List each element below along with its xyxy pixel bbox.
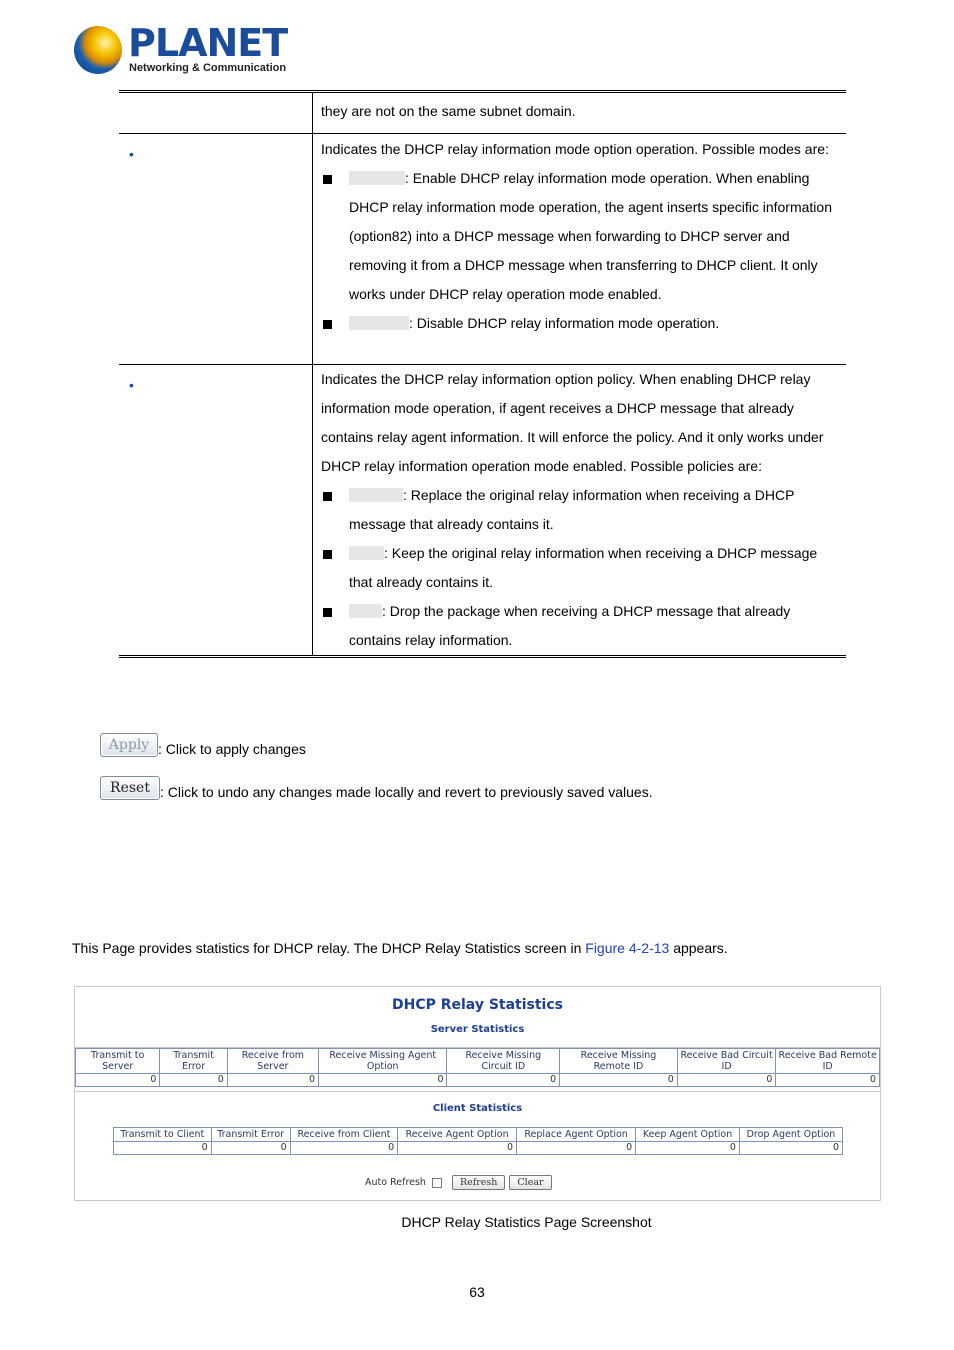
table-row	[76, 1074, 880, 1087]
intro-paragraph	[72, 940, 728, 956]
list-item	[321, 164, 838, 309]
row-desc: Indicates the DHCP relay information mode option operation. Possible modes are:	[321, 141, 829, 157]
intro-text: This Page provides statistics for DHCP relay. The DHCP Relay Statistics screen in	[72, 940, 586, 956]
stat-value: 0	[677, 1074, 776, 1087]
stat-value: 0	[227, 1074, 318, 1087]
column-header: Replace Agent Option	[516, 1128, 635, 1142]
column-header: Keep Agent Option	[636, 1128, 740, 1142]
column-header: Drop Agent Option	[739, 1128, 842, 1142]
list-item-text: : Drop the package when receiving a DHCP message that already contains relay information.	[349, 603, 791, 648]
stat-value: 0	[636, 1142, 740, 1155]
dhcp-relay-statistics-screenshot	[74, 986, 881, 1201]
column-header: Transmit Error	[160, 1049, 227, 1074]
table-row	[119, 134, 846, 365]
figure-link[interactable]: Figure 4-2-13	[585, 940, 670, 956]
server-statistics-heading: Server Statistics	[430, 1024, 525, 1035]
column-header: Transmit to Client	[114, 1128, 212, 1142]
square-bullet-icon	[323, 320, 332, 329]
column-header: Transmit Error	[211, 1128, 290, 1142]
screenshot-title: DHCP Relay Statistics	[391, 997, 563, 1013]
list-item	[321, 597, 838, 655]
row-desc-cell	[313, 134, 846, 364]
clear-button[interactable]: Clear	[509, 1175, 551, 1190]
list-item	[321, 309, 838, 338]
server-header-row	[76, 1049, 880, 1074]
column-header: Transmit to Server	[76, 1049, 160, 1074]
column-header: Receive Missing Circuit ID	[447, 1049, 560, 1074]
row-label-cell	[119, 93, 313, 133]
list-item-text: : Replace the original relay information when receiving a DHCP message that already contains it.	[349, 487, 795, 532]
square-bullet-icon	[323, 175, 332, 184]
apply-desc: : Click to apply changes	[158, 741, 306, 757]
reset-desc: : Click to undo any changes made locally and revert to previously saved values.	[160, 784, 653, 800]
row-desc-cell	[313, 93, 846, 133]
row-desc: Indicates the DHCP relay information option policy. When enabling DHCP relay information mode operation, if agent receives a DHCP message that already contains relay agent information. It will enforce the policy. And it only works under DHCP relay information operation mode enabled. Possible policies are:	[321, 371, 824, 474]
column-header: Receive from Server	[227, 1049, 318, 1074]
stat-value: 0	[319, 1074, 447, 1087]
intro-text-end: appears.	[669, 940, 728, 956]
square-bullet-icon	[323, 550, 332, 559]
page-number: 63	[469, 1284, 485, 1300]
apply-button[interactable]: Apply	[100, 733, 158, 757]
list-item	[321, 481, 838, 539]
row-label-cell	[119, 365, 313, 655]
stat-value: 0	[560, 1074, 678, 1087]
logo-word: PLANET	[128, 21, 288, 65]
list-item-text: : Enable DHCP relay information mode operation. When enabling DHCP relay information mode operation, the agent inserts specific information (option82) into a DHCP message when forwarding to DHCP server and removing it from a DHCP message when transferring to DHCP client. It only works under DHCP relay operation mode enabled.	[349, 170, 832, 302]
client-statistics-heading: Client Statistics	[432, 1103, 523, 1114]
server-statistics-table	[75, 1048, 880, 1087]
reset-button[interactable]: Reset	[100, 776, 160, 800]
list-item	[321, 539, 838, 597]
stat-value: 0	[739, 1142, 842, 1155]
stat-value: 0	[290, 1142, 398, 1155]
stat-value: 0	[398, 1142, 517, 1155]
stat-value: 0	[447, 1074, 560, 1087]
table-row	[114, 1142, 843, 1155]
reset-line	[100, 776, 653, 800]
apply-line	[100, 733, 306, 757]
auto-refresh-label: Auto Refresh	[365, 1177, 426, 1188]
stat-value: 0	[76, 1074, 160, 1087]
redacted-term	[349, 488, 403, 502]
column-header: Receive Agent Option	[398, 1128, 517, 1142]
globe-icon	[74, 26, 122, 74]
stat-value: 0	[160, 1074, 227, 1087]
client-header-row	[114, 1128, 843, 1142]
bullet-dot: •	[129, 377, 134, 393]
column-header: Receive Bad Circuit ID	[677, 1049, 776, 1074]
redacted-term	[349, 316, 409, 330]
redacted-term	[349, 546, 384, 560]
list-item-text: : Disable DHCP relay information mode operation.	[409, 315, 720, 331]
table-row	[119, 93, 846, 134]
refresh-controls	[365, 1175, 556, 1190]
auto-refresh-checkbox[interactable]	[432, 1178, 442, 1188]
stat-value: 0	[516, 1142, 635, 1155]
client-statistics-table	[113, 1127, 843, 1155]
square-bullet-icon	[323, 608, 332, 617]
table-row	[119, 365, 846, 655]
square-bullet-icon	[323, 492, 332, 501]
column-header: Receive Missing Agent Option	[319, 1049, 447, 1074]
redacted-term	[349, 171, 405, 185]
description-table	[119, 90, 846, 658]
redacted-term	[349, 604, 382, 618]
bullet-dot: •	[129, 146, 134, 162]
stat-value: 0	[211, 1142, 290, 1155]
logo-tagline: Networking & Communication	[129, 62, 287, 74]
list-item-text: : Keep the original relay information when receiving a DHCP message that already contains it.	[349, 545, 818, 590]
planet-logo	[74, 21, 288, 80]
stat-value: 0	[114, 1142, 212, 1155]
figure-caption: DHCP Relay Statistics Page Screenshot	[401, 1214, 652, 1230]
row-desc-cell	[313, 365, 846, 655]
divider	[75, 1091, 880, 1092]
column-header: Receive Missing Remote ID	[560, 1049, 678, 1074]
row-desc: they are not on the same subnet domain.	[321, 103, 576, 119]
column-header: Receive from Client	[290, 1128, 398, 1142]
stat-value: 0	[776, 1074, 880, 1087]
column-header: Receive Bad Remote ID	[776, 1049, 880, 1074]
refresh-button[interactable]: Refresh	[452, 1175, 505, 1190]
row-label-cell	[119, 134, 313, 364]
